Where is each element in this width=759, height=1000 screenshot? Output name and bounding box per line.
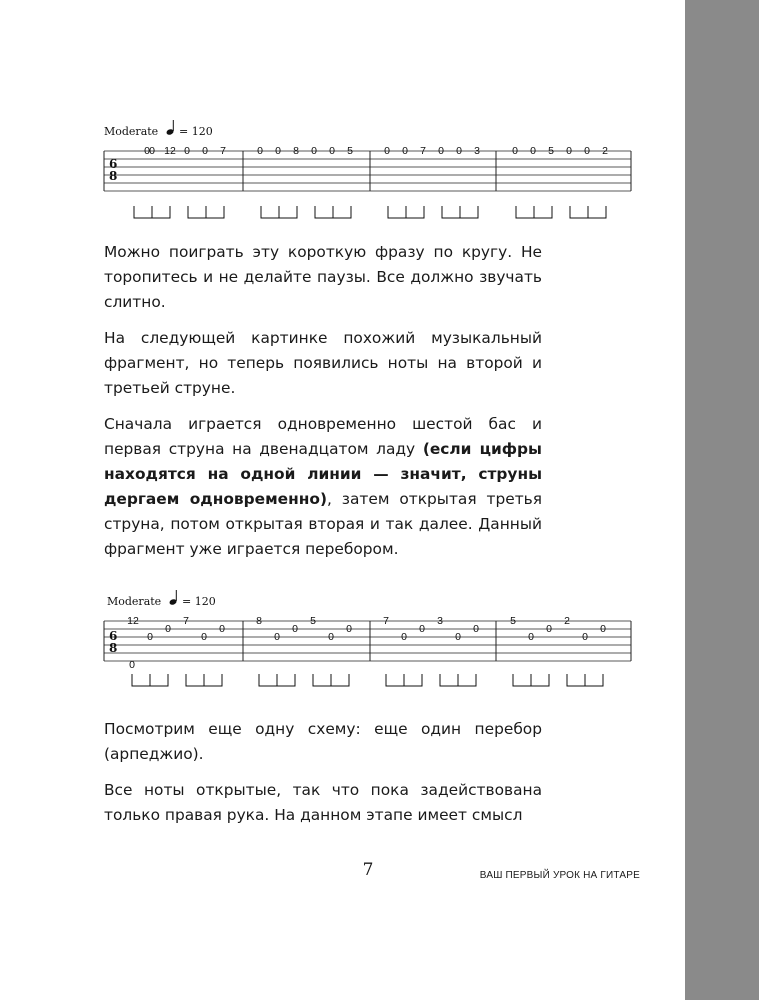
tempo-label: Moderate	[104, 125, 159, 138]
fret-number: 0	[401, 631, 407, 643]
time-signature-bottom: 8	[109, 641, 118, 655]
fret-number: 5	[310, 615, 316, 627]
time-signature-top: 6	[109, 157, 118, 171]
fret-number: 7	[220, 145, 226, 157]
fret-number: 2	[602, 145, 608, 157]
paragraph-3-bold: (если цифры находятся на одной линии — значит, струны дергаем одновременно)	[104, 440, 542, 508]
fret-number: 0	[219, 623, 225, 635]
rhythm-beams	[132, 674, 603, 686]
fret-number: 0	[512, 145, 518, 157]
fret-number: 0	[402, 145, 408, 157]
fret-number: 12	[127, 615, 139, 627]
fret-number: 5	[510, 615, 516, 627]
fret-number: 0	[184, 145, 190, 157]
fret-number: 0	[201, 631, 207, 643]
fret-number: 0	[528, 631, 534, 643]
tablature-1	[0, 118, 759, 228]
fret-number: 0	[530, 145, 536, 157]
paragraph-3	[104, 412, 542, 562]
fret-number: 8	[256, 615, 262, 627]
fret-number: 0	[566, 145, 572, 157]
fret-number: 0	[455, 631, 461, 643]
tempo-value: = 120	[182, 595, 216, 608]
fret-number: 0	[257, 145, 263, 157]
paragraph-5: Все ноты открытые, так что пока задействована только правая рука. На данном этапе имеет смысл	[104, 781, 542, 824]
fret-number: 0	[346, 623, 352, 635]
fret-number: 0	[147, 631, 153, 643]
fret-number: 0	[329, 145, 335, 157]
fret-number: 0	[149, 145, 155, 157]
fret-number: 0	[311, 145, 317, 157]
fret-number: 12	[164, 145, 176, 157]
fret-number: 0	[584, 145, 590, 157]
fret-number: 0	[384, 145, 390, 157]
fret-number: 0	[456, 145, 462, 157]
tablature-1-svg	[0, 118, 759, 228]
paragraph-3-end: , затем открытая третья струна, потом открытая вторая и так далее. Данный фрагмент уже играется перебором.	[104, 490, 542, 558]
fret-number: 0	[328, 631, 334, 643]
rhythm-beams	[134, 206, 606, 218]
fret-number: 0	[600, 623, 606, 635]
running-title: ВАШ ПЕРВЫЙ УРОК НА ГИТАРЕ	[479, 870, 640, 881]
fret-number: 3	[437, 615, 443, 627]
page-number: 7	[362, 860, 374, 880]
fret-number: 7	[183, 615, 189, 627]
fret-number: 7	[420, 145, 426, 157]
fret-number: 0	[129, 659, 135, 671]
fret-number: 0	[275, 145, 281, 157]
fret-numbers	[127, 615, 606, 671]
fret-number: 0	[202, 145, 208, 157]
fret-number: 0	[546, 623, 552, 635]
time-signature-top: 6	[109, 629, 118, 643]
fret-number: 7	[383, 615, 389, 627]
paragraph-1: Можно поиграть эту короткую фразу по кругу. Не торопитесь и не делайте паузы. Все должно звучать слитно.	[104, 243, 542, 311]
bar-lines	[104, 151, 631, 191]
time-signature-bottom: 8	[109, 169, 118, 183]
staff-lines	[104, 621, 631, 661]
fret-number: 0	[419, 623, 425, 635]
fret-number: 0	[473, 623, 479, 635]
fret-number: 0	[144, 145, 150, 157]
fret-number: 0	[165, 623, 171, 635]
fret-number: 3	[474, 145, 480, 157]
fret-number: 0	[274, 631, 280, 643]
tablature-2-svg	[0, 588, 759, 698]
fret-number: 2	[564, 615, 570, 627]
paragraph-2: На следующей картинке похожий музыкальный фрагмент, но теперь появились ноты на второй и третьей струне.	[104, 329, 542, 397]
fret-number: 0	[582, 631, 588, 643]
staff-lines	[104, 151, 631, 191]
paragraph-3-start: Сначала играется одновременно шестой бас и первая струна на двенадцатом ладу	[104, 415, 542, 458]
fret-number: 8	[293, 145, 299, 157]
paragraph-4: Посмотрим еще одну схему: еще один перебор (арпеджио).	[104, 720, 542, 763]
quarter-note-icon	[169, 590, 178, 606]
fret-number: 0	[438, 145, 444, 157]
bar-lines	[104, 621, 631, 661]
tempo-value: = 120	[179, 125, 213, 138]
fret-number: 5	[347, 145, 353, 157]
quarter-note-icon	[166, 120, 175, 136]
tablature-2	[0, 588, 759, 698]
fret-number: 0	[292, 623, 298, 635]
tempo-label: Moderate	[107, 595, 162, 608]
fret-number: 5	[548, 145, 554, 157]
